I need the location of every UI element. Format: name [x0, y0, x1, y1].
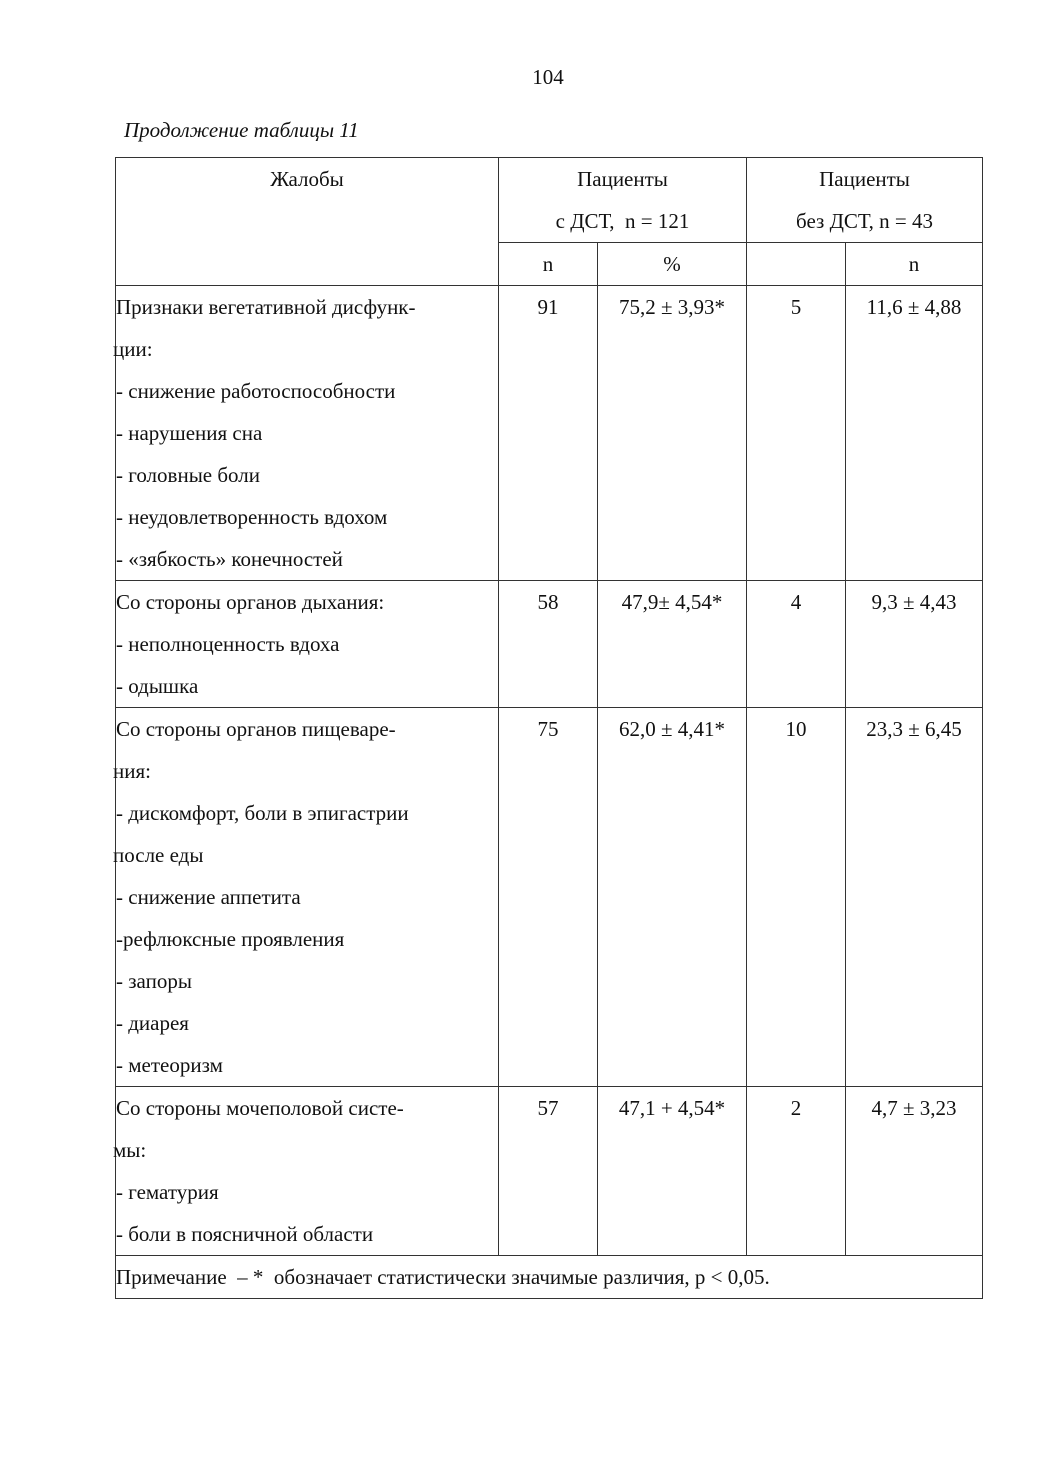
- complaint-cell: Со стороны органов пищеваре- ния: - дискомфорт, боли в эпигастрии после еды - снижение аппетита -рефлюксные проявления - запоры - диарея - метеоризм: [116, 708, 499, 1087]
- subheader-n-without-dst: [747, 243, 846, 286]
- table-row: [116, 286, 983, 581]
- percent-without-dst: 11,6 ± 4,88: [846, 286, 983, 581]
- table-row: [116, 708, 983, 1087]
- percent-with-dst: 62,0 ± 4,41*: [598, 708, 747, 1087]
- header-complaints: Жалобы: [116, 158, 499, 286]
- n-with-dst: 91: [499, 286, 598, 581]
- percent-with-dst: 47,9± 4,54*: [598, 581, 747, 708]
- complaint-cell: Признаки вегетативной дисфунк- ции: - снижение работоспособности - нарушения сна - головные боли - неудовлетворенность вдохом - «зябкость» конечностей: [116, 286, 499, 581]
- complaint-cell: Со стороны мочеполовой систе- мы: - гематурия - боли в поясничной области: [116, 1087, 499, 1256]
- n-without-dst: 4: [747, 581, 846, 708]
- table-caption: Продолжение таблицы 11: [124, 118, 359, 142]
- percent-without-dst: 4,7 ± 3,23: [846, 1087, 983, 1256]
- percent-with-dst: 75,2 ± 3,93*: [598, 286, 747, 581]
- percent-with-dst: 47,1 + 4,54*: [598, 1087, 747, 1256]
- n-without-dst: 10: [747, 708, 846, 1087]
- n-without-dst: 2: [747, 1087, 846, 1256]
- page-number: 104: [532, 65, 564, 89]
- percent-without-dst: 9,3 ± 4,43: [846, 581, 983, 708]
- subheader-percent-without-dst: n: [846, 243, 983, 286]
- n-with-dst: 75: [499, 708, 598, 1087]
- complaints-table: [115, 157, 983, 1299]
- subheader-n-with-dst: n: [499, 243, 598, 286]
- table-note-row: [116, 1256, 983, 1299]
- n-without-dst: 5: [747, 286, 846, 581]
- table-note: Примечание – * обозначает статистически значимые различия, р < 0,05.: [116, 1256, 983, 1299]
- complaint-cell: Со стороны органов дыхания: - неполноценность вдоха - одышка: [116, 581, 499, 708]
- n-with-dst: 58: [499, 581, 598, 708]
- percent-without-dst: 23,3 ± 6,45: [846, 708, 983, 1087]
- header-group-with-dst: Пациенты с ДСТ, n = 121: [499, 158, 747, 243]
- n-with-dst: 57: [499, 1087, 598, 1256]
- table-row: [116, 581, 983, 708]
- header-group-without-dst: Пациенты без ДСТ, n = 43: [747, 158, 983, 243]
- table-row: [116, 1087, 983, 1256]
- subheader-percent-with-dst: %: [598, 243, 747, 286]
- table-header-row: [116, 158, 983, 243]
